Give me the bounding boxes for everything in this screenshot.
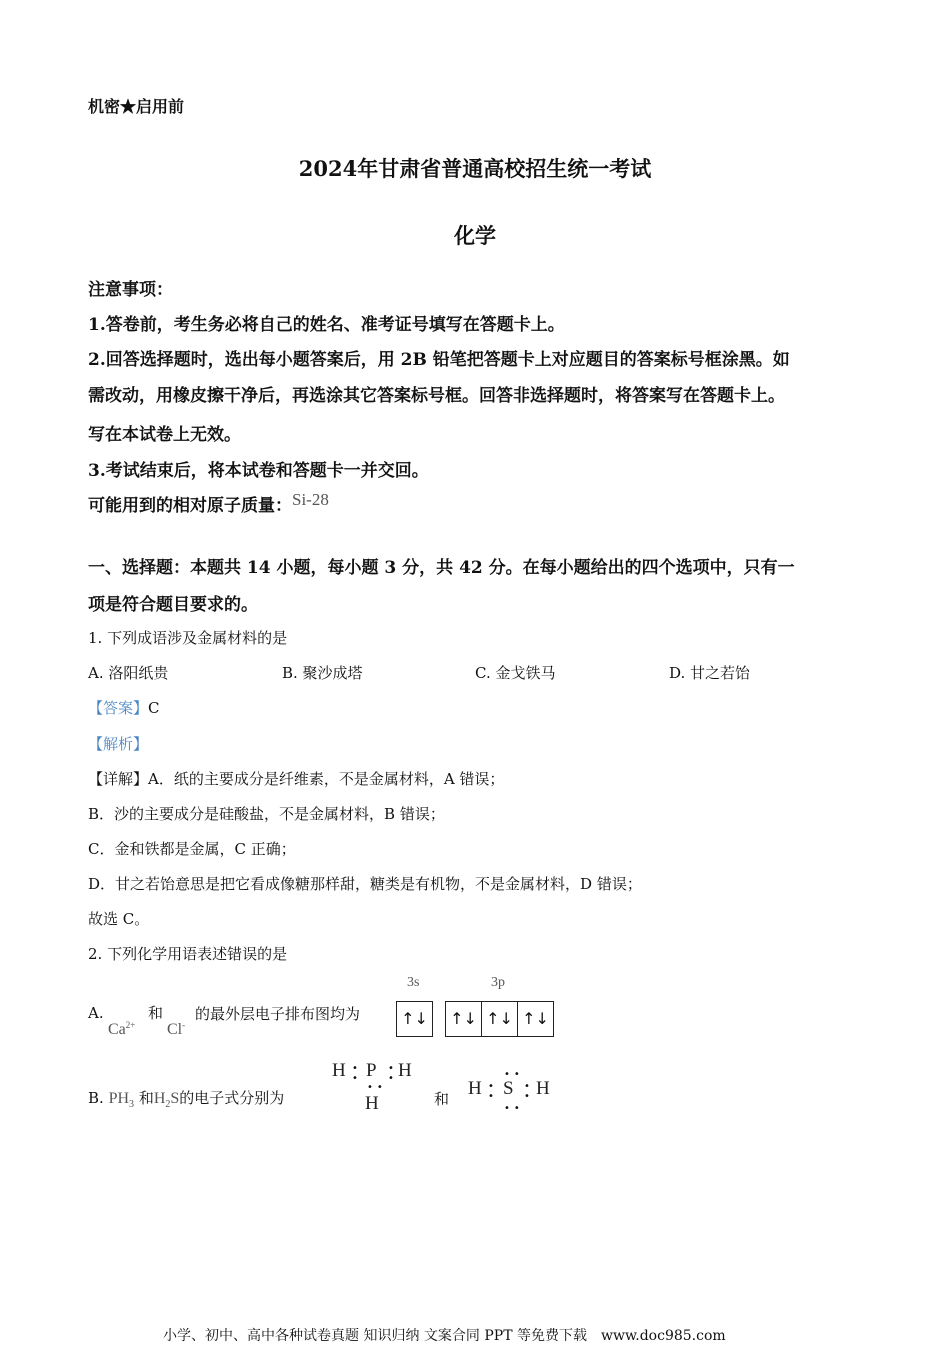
orbital-3s-box — [396, 1001, 433, 1037]
note-item-1: 1.答卷前，考生务必将自己的姓名、准考证号填写在答题卡上。 — [88, 315, 565, 335]
q1-option-a: A. 洛阳纸贵 — [88, 664, 169, 682]
ph3-lewis-structure: H • • P • • H •• H — [332, 1060, 412, 1114]
exam-title: 2024年甘肃省普通高校招生统一考试 — [298, 156, 652, 181]
q2-option-b-lewis-and: 和 — [434, 1090, 450, 1108]
exam-subject: 化学 — [454, 223, 496, 248]
q1-detail-line-5: 故选 C。 — [88, 910, 150, 928]
q2-option-a-text: 的最外层电子排布图均为 — [195, 1005, 361, 1023]
secret-mark: 机密★启用前 — [88, 97, 185, 116]
ion-ca: $Ca^{2+}$ — [108, 1020, 136, 1038]
q1-detail-line-2: B．沙的主要成分是硅酸盐，不是金属材料，B 错误； — [88, 805, 445, 823]
q1-option-d: D. 甘之若饴 — [669, 664, 751, 682]
atomic-mass-value: Si-28 — [292, 490, 329, 509]
answer-value: C — [148, 699, 160, 717]
arrow-up-down-icon: ↑↓ — [450, 1009, 477, 1028]
answer-label: 【答案】 — [88, 699, 149, 717]
q1-answer — [88, 697, 160, 718]
q1-option-b: B. 聚沙成塔 — [282, 664, 363, 682]
atomic-mass-label: 可能用到的相对原子质量： — [88, 496, 292, 516]
orbital-3p-label: 3p — [491, 975, 505, 990]
arrow-up-down-icon: ↑↓ — [401, 1009, 428, 1028]
atomic-mass-line — [88, 491, 329, 516]
q2-option-a-and: 和 — [148, 1004, 164, 1022]
q1-detail-line-1: 【详解】A．纸的主要成分是纤维素，不是金属材料，A 错误； — [88, 770, 505, 788]
q2-stem: 2. 下列化学用语表述错误的是 — [88, 945, 288, 963]
section-heading-line-1: 一、选择题：本题共 14 小题，每小题 3 分，共 42 分。在每小题给出的四个选项中，只有一 — [88, 558, 795, 578]
q1-detail-line-3: C．金和铁都是金属，C 正确； — [88, 840, 296, 858]
q1-option-c: C. 金戈铁马 — [475, 664, 556, 682]
note-item-3: 3.考试结束后，将本试卷和答题卡一并交回。 — [88, 461, 429, 481]
section-heading-line-2: 项是符合题目要求的。 — [88, 595, 258, 615]
notes-heading: 注意事项： — [88, 280, 173, 300]
arrow-up-down-icon: ↑↓ — [481, 1002, 517, 1036]
q1-analysis-label: 【解析】 — [88, 735, 149, 753]
note-item-2-line-3: 写在本试卷上无效。 — [88, 425, 241, 445]
q2-option-a-letter: A. — [88, 1004, 104, 1022]
note-item-2-line-1: 2.回答选择题时，选出每小题答案后，用 2B 铅笔把答题卡上对应题目的答案标号框涂黑。如 — [88, 350, 790, 370]
ion-cl: Cl- — [167, 1020, 186, 1038]
q2-option-b-text: B. $PH_3$ 和$H_2S$的电子式分别为 — [88, 1089, 285, 1110]
h2s-lewis-structure: •• H • • S • • H •• — [468, 1069, 550, 1114]
note-item-2-line-2: 需改动，用橡皮擦干净后，再选涂其它答案标号框。回答非选择题时，将答案写在答题卡上。 — [88, 386, 785, 406]
q1-detail-line-4: D．甘之若饴意思是把它看成像糖那样甜，糖类是有机物，不是金属材料，D 错误； — [88, 875, 642, 893]
arrow-up-down-icon: ↑↓ — [517, 1002, 553, 1036]
orbital-3p-box — [445, 1001, 554, 1037]
q1-stem: 1. 下列成语涉及金属材料的是 — [88, 629, 288, 647]
footer-text[interactable]: 小学、初中、高中各种试卷真题 知识归纳 文案合同 PPT 等免费下载 www.doc985.com — [163, 1328, 726, 1344]
orbital-3s-label: 3s — [407, 975, 420, 990]
